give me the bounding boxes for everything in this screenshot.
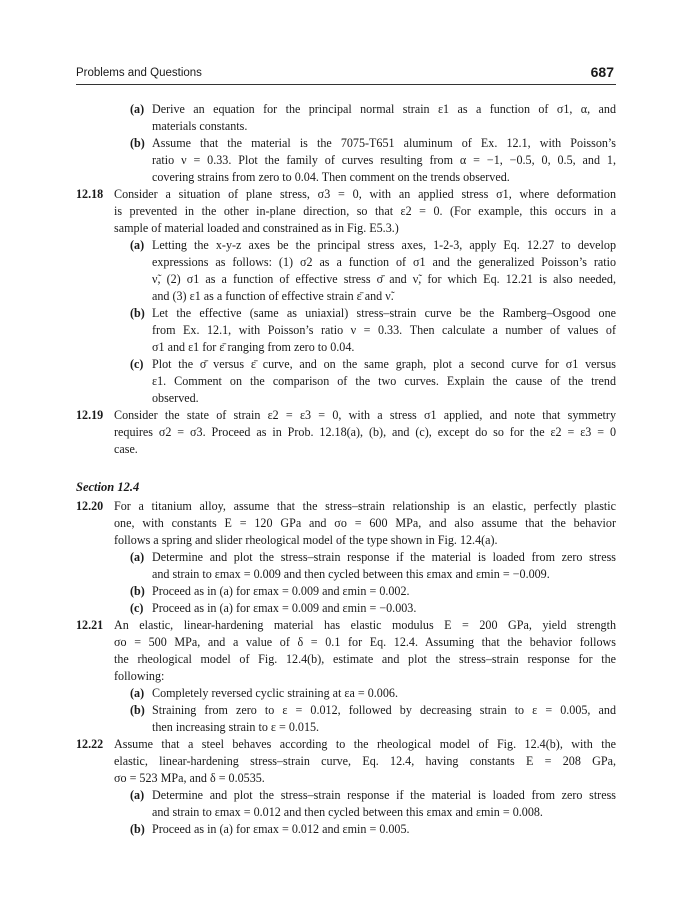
running-head: Problems and Questions <box>76 67 202 79</box>
text-line: following: <box>114 669 165 683</box>
text-line: and strain to εmax = 0.012 and then cycled between this εmax and εmin = 0.008. <box>152 805 543 819</box>
text-line: and (3) ε1 as a function of effective strain ε̄ and ν̃. <box>152 289 394 303</box>
text-line: one, with constants E = 120 GPa and σo = 600 MPa, and also assume that the behavior <box>114 516 616 530</box>
problem-number: 12.21 <box>76 618 104 632</box>
text-line: Assume that the material is the 7075-T651 aluminum of Ex. 12.1, with Poisson’s <box>152 136 616 150</box>
part-label: (c) <box>130 357 144 371</box>
text-line: requires σ2 = σ3. Proceed as in Prob. 12.18(a), (b), and (c), except do so for the ε2 = ε3 = 0 <box>114 425 616 439</box>
text-line: Let the effective (same as uniaxial) stress–strain curve be the Ramberg–Osgood one <box>152 306 616 320</box>
text-line: elastic, linear-hardening stress–strain curve, Eq. 12.4, having constants E = 208 GPa, <box>114 754 616 768</box>
text-line: sample of material loaded and constrained as in Fig. E5.3.) <box>114 221 399 235</box>
text-line: An elastic, linear-hardening material has elastic modulus E = 200 GPa, yield strength <box>114 618 616 632</box>
section-heading: Section 12.4 <box>76 480 140 494</box>
page-header <box>76 66 616 85</box>
text-line: is prevented in the other in-plane direction, so that ε2 = 0. (For example, this occurs in a <box>114 204 616 218</box>
text-line: follows a spring and slider rheological model of the type shown in Fig. 12.4(a). <box>114 533 498 547</box>
text-line: Determine and plot the stress–strain response if the material is loaded from zero stress <box>152 788 616 802</box>
text-line: from Ex. 12.1, with Poisson’s ratio ν = 0.33. Then calculate a number of values of <box>152 323 616 337</box>
problem-number: 12.19 <box>76 408 104 422</box>
part-label: (a) <box>130 102 145 116</box>
problem-number: 12.22 <box>76 737 104 751</box>
text-line: materials constants. <box>152 119 248 133</box>
part-label: (a) <box>130 788 145 802</box>
text-line: Determine and plot the stress–strain response if the material is loaded from zero stress <box>152 550 616 564</box>
text-line: ν̃, (2) σ1 as a function of effective stress σ̄ and ν̃, for which Eq. 12.21 is also needed, <box>152 272 616 286</box>
text-line: For a titanium alloy, assume that the stress–strain relationship is an elastic, perfectly plastic <box>114 499 616 513</box>
text-line: Proceed as in (a) for εmax = 0.009 and εmin = −0.003. <box>152 601 417 615</box>
text-line: Straining from zero to ε = 0.012, followed by decreasing strain to ε = 0.005, and <box>152 703 616 717</box>
text-line: Completely reversed cyclic straining at εa = 0.006. <box>152 686 398 700</box>
text-line: ratio ν = 0.33. Plot the family of curves resulting from α = −1, −0.5, 0, 0.5, and 1, <box>152 153 616 167</box>
text-line: σo = 500 MPa, and a value of δ = 0.1 for Eq. 12.4. Assuming that the behavior follows <box>114 635 616 649</box>
text-line: Letting the x-y-z axes be the principal stress axes, 1-2-3, apply Eq. 12.27 to develop <box>152 238 616 252</box>
part-label: (b) <box>130 136 145 150</box>
text-line: Proceed as in (a) for εmax = 0.012 and εmin = 0.005. <box>152 822 410 836</box>
part-label: (b) <box>130 822 145 836</box>
part-label: (b) <box>130 306 145 320</box>
text-line: case. <box>114 442 138 456</box>
text-line: then increasing strain to ε = 0.015. <box>152 720 320 734</box>
text-line: σo = 523 MPa, and δ = 0.0535. <box>114 771 265 785</box>
text-line: ε1. Comment on the comparison of the two curves. Explain the cause of the trend <box>152 374 616 388</box>
text-line: the rheological model of Fig. 12.4(b), estimate and plot the stress–strain response for the <box>114 652 616 666</box>
part-label: (b) <box>130 584 145 598</box>
part-label: (c) <box>130 601 144 615</box>
text-line: Consider the state of strain ε2 = ε3 = 0, with a stress σ1 applied, and note that symmetry <box>114 408 616 422</box>
part-label: (a) <box>130 550 145 564</box>
text-line: expressions as follows: (1) σ2 as a function of σ1 and the generalized Poisson’s ratio <box>152 255 616 269</box>
text-line: and strain to εmax = 0.009 and then cycled between this εmax and εmin = −0.009. <box>152 567 550 581</box>
text-line: σ1 and ε1 for ε̄ ranging from zero to 0.04. <box>152 340 355 354</box>
part-label: (b) <box>130 703 145 717</box>
part-label: (a) <box>130 686 145 700</box>
text-line: observed. <box>152 391 199 405</box>
problem-number: 12.18 <box>76 187 104 201</box>
text-line: Derive an equation for the principal normal strain ε1 as a function of σ1, α, and <box>152 102 616 116</box>
text-line: Assume that a steel behaves according to the rheological model of Fig. 12.4(b), with the <box>114 737 616 751</box>
page-number: 687 <box>590 64 614 80</box>
part-label: (a) <box>130 238 145 252</box>
problem-number: 12.20 <box>76 499 104 513</box>
text-line: Consider a situation of plane stress, σ3 = 0, with an applied stress σ1, where deformation <box>114 187 616 201</box>
text-line: covering strains from zero to 0.04. Then comment on the trends observed. <box>152 170 510 184</box>
text-line: Proceed as in (a) for εmax = 0.009 and εmin = 0.002. <box>152 584 410 598</box>
text-line: Plot the σ̄ versus ε̄ curve, and on the same graph, plot a second curve for σ1 versus <box>152 357 616 371</box>
